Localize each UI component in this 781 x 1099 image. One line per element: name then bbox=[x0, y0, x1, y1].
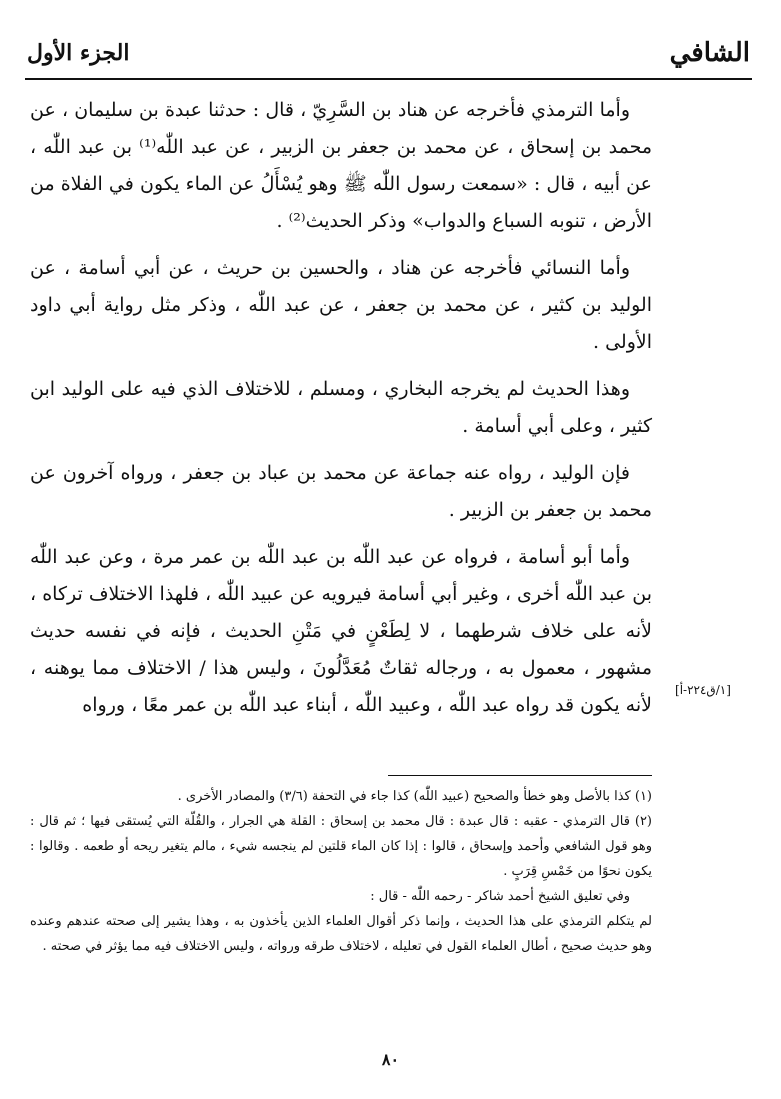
page-number: ٨٠ bbox=[381, 1050, 400, 1069]
paragraph-abu-usama: وأما أبو أسامة ، فرواه عن عبد اللّٰه بن عبد اللّٰه بن عمر مرة ، وعن عبد اللّٰه بن عبد اللّٰه أخرى ، وغير أبي أسامة فيرويه عن عبيد اللّٰه ، فلهذا الاختلاف تركاه ، لأنه على خلاف شرطهما ، لا لِطَعْنٍ في مَتْنِ الحديث ، فإنه في نفسه حديث مشهور ، معمول به ، ورجاله ثقاتٌ مُعَدَّلُونَ ، وليس هذا / الاختلاف مما يوهنه ، لأنه يكون قد رواه عبد اللّٰه ، وعبيد اللّٰه ، أبناء عبد اللّٰه بن عمر معًا ، ورواه bbox=[30, 546, 652, 716]
footnote-2-shakir-intro: وفي تعليق الشيخ أحمد شاكر - رحمه اللّٰه - قال : bbox=[370, 889, 630, 904]
footnote-rule bbox=[388, 775, 652, 776]
volume-label: الجزء الأول bbox=[27, 40, 130, 66]
paragraph-walid: فإن الوليد ، رواه عنه جماعة عن محمد بن عباد بن جعفر ، ورواه آخرون عن محمد بن جعفر بن الزبير . bbox=[30, 462, 652, 521]
paragraph-tirmidhi: وأما الترمذي فأخرجه عن هناد بن السَّرِيّ ، قال : حدثنا عبدة بن سليمان ، عن محمد بن إسحاق ، عن محمد بن جعفر بن الزبير ، عن عبد اللّٰه⁽¹⁾ بن عبد اللّٰه ، عن أبيه ، قال : «سمعت رسول اللّٰه ﷺ وهو يُسْأَلُ عن الماء يكون في الفلاة من الأرض ، تنوبه السباع والدواب» وذكر الحديث⁽²⁾ . bbox=[30, 99, 653, 232]
running-header bbox=[25, 30, 752, 80]
main-text bbox=[30, 92, 652, 730]
paragraph-not-in-sahihayn: وهذا الحديث لم يخرجه البخاري ، ومسلم ، للاختلاف الذي فيه على الوليد ابن كثير ، وعلى أبي أسامة . bbox=[30, 378, 652, 437]
paragraph-nasai: وأما النسائي فأخرجه عن هناد ، والحسين بن حريث ، عن أبي أسامة ، عن الوليد بن كثير ، عن محمد بن جعفر ، عن عبد اللّٰه ، وذكر مثل رواية أبي داود الأولى . bbox=[30, 257, 652, 353]
footnote-1: (١) كذا بالأصل وهو خطأ والصحيح (عبيد اللّٰه) كذا جاء في التحفة (٣/٦) والمصادر الأخرى . bbox=[177, 789, 652, 804]
footnote-2-shakir-quote: لم يتكلم الترمذي على هذا الحديث ، وإنما ذكر أقوال العلماء الذين يأخذون به ، وهذا يشير إلى صحته عندهم وعنده وهو حديث صحيح ، أطال العلماء القول في تعليله ، لاختلاف طرقه ورواته ، وليس الاختلاف فيه مما يؤثر في صحته . bbox=[30, 914, 652, 954]
header-rule bbox=[25, 78, 752, 80]
book-title: الشافي bbox=[669, 38, 750, 68]
manuscript-folio-marker: [١/ق٢٢٤-أ] bbox=[675, 683, 731, 697]
footnotes bbox=[30, 784, 652, 959]
footnote-2: (٢) قال الترمذي - عقبه : قال عبدة : قال محمد بن إسحاق : القلة هي الجرار ، والقُلّة التي يُستقى فيها ؛ ثم قال : وهو قول الشافعي وأحمد وإسحاق ، قالوا : إذا كان الماء قلتين لم ينجسه شيء ، مالم يتغير ريحه أو طعمه . وقالوا : يكون نحوًا من خَمْسِ قِرَبٍ . bbox=[30, 814, 652, 879]
